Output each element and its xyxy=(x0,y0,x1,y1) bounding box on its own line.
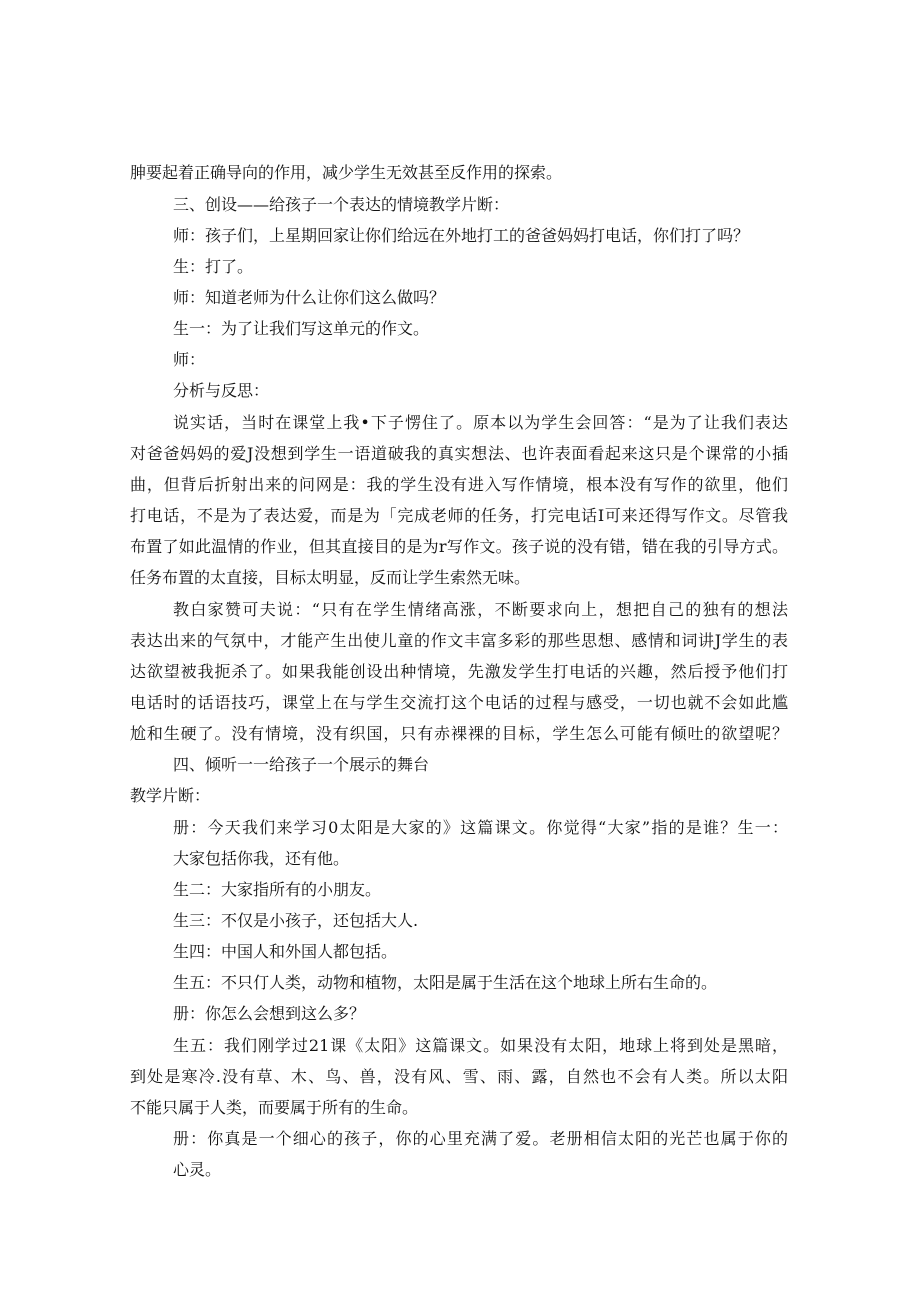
text-line: 师：孩子们，上星期回家让你们给远在外地打工的爸爸妈妈打电话，你们打了吗？ xyxy=(173,226,750,245)
text-line: 生三：不仅是小孩子，还包括大人. xyxy=(173,911,419,930)
text-line: 教白家赞可夫说：“只有在学生情绪高涨，不断要求向上，想把自己的独有的想法 xyxy=(173,600,788,619)
text-line: 胂要起着正确导向的作用，减少学生无效甚至反作用的探索。 xyxy=(130,163,563,182)
text-line: 打电话，不是为了表达爱，而是为「完成老师的任务，打完电话I可来还得写作文。尽管我 xyxy=(130,506,788,525)
text-line: 册：今天我们来学习0太阳是大家的》这篇课文。你觉得“大家”指的是谁？生一： xyxy=(173,818,788,837)
text-line: 生：打了。 xyxy=(173,257,254,276)
subheading: 教学片断： xyxy=(130,786,211,805)
text-line: 册：你怎么会想到这么多？ xyxy=(173,1004,366,1023)
text-line: 任务布置的太直接，目标太明显，反而让学生索然无味。 xyxy=(130,568,531,587)
text-line: 说实话，当时在课堂上我•下子愣住了。原本以为学生会回答：“是为了让我们表达 xyxy=(173,413,788,432)
text-line: 表达出来的气氛中，才能产生出使儿童的作文丰富多彩的那些思想、感情和词讲J学生的表 xyxy=(130,631,788,650)
text-line: 到处是寒冷.没有草、木、鸟、兽，没有风、雪、雨、露，自然也不会有人类。所以太阳 xyxy=(130,1067,788,1086)
text-line: 生五：我们刚学过21课《太阳》这篇课文。如果没有太阳，地球上将到处是黑暗， xyxy=(173,1036,788,1055)
text-line: 对爸爸妈妈的爱J没想到学生一语道破我的真实想法、也许表面看起来这只是个课常的小插 xyxy=(130,444,788,463)
text-line: 曲，但背后折射出来的问网是：我的学生没有进入写作情境，根本没有写作的欲里，他们 xyxy=(130,475,788,494)
text-line: 电话时的话语技巧，课堂上在与学生交流打这个电话的过程与感受，一切也就不会如此尴 xyxy=(130,693,788,712)
text-line: 生二：大家指所有的小朋友。 xyxy=(173,880,382,899)
text-line: 达欲望被我扼杀了。如果我能创设出种情境，先激发学生打电话的兴趣，然后授予他们打 xyxy=(130,662,788,681)
text-line: 生四：中国人和外国人都包括。 xyxy=(173,942,398,961)
text-line: 不能只属于人类，而要属于所有的生命。 xyxy=(130,1098,419,1117)
text-line: 大家包括你我，还有他。 xyxy=(173,849,350,868)
text-line: 生一：为了让我们写这单元的作文。 xyxy=(173,319,430,338)
subheading: 分析与反思： xyxy=(173,381,270,400)
text-line: 师： xyxy=(173,350,206,369)
text-line: 心灵。 xyxy=(173,1160,222,1179)
section-heading: 四、倾听一一给孩子一个展示的舞台 xyxy=(173,755,430,774)
text-line: 布置了如此温情的作业，但其直接目的是为r写作文。孩子说的没有错，错在我的引导方式。 xyxy=(130,537,788,556)
text-line: 尬和生硬了。没有情境，没有织国，只有赤裸裸的目标，学生怎么可能有倾吐的欲望呢？ xyxy=(130,724,788,743)
text-line: 生五：不只仃人类，动物和植物，太阳是属于生活在这个地球上所右生命的。 xyxy=(173,973,718,992)
section-heading: 三、创设——给孩子一个表达的情境教学片断： xyxy=(173,195,510,214)
text-line: 册：你真是一个细心的孩子，你的心里充满了爱。老册相信太阳的光芒也属于你的 xyxy=(173,1129,788,1148)
text-line: 师：知道老师为什么让你们这么做吗？ xyxy=(173,288,446,307)
